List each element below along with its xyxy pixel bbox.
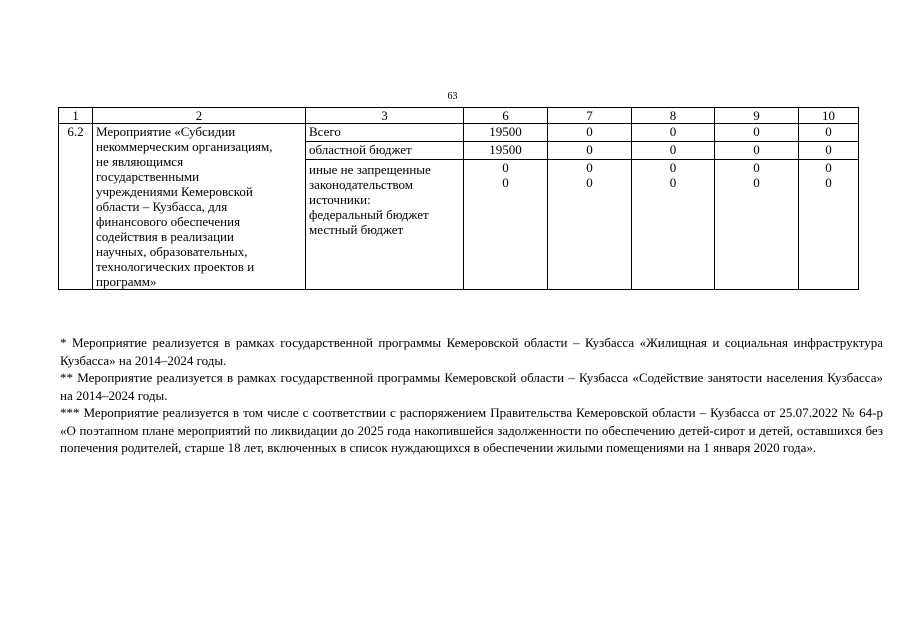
footnote-1: * Мероприятие реализуется в рамках государственной программы Кемеровской области – Кузбасса «Жилищная и социальная инфраструктура Кузбасса» на 2014–2024 годы. <box>60 335 883 368</box>
funding-source-other <box>306 160 464 290</box>
value-cell: 0 <box>548 142 632 160</box>
value-cell: 19500 <box>464 124 548 142</box>
source-line: законодательством <box>309 177 414 192</box>
local-value: 0 <box>753 175 760 190</box>
value-cell: 0 <box>799 124 859 142</box>
measure-line: программ» <box>96 274 157 289</box>
federal-value: 0 <box>586 160 593 175</box>
header-cell: 6 <box>464 108 548 124</box>
value-cell: 0 <box>632 124 715 142</box>
local-value: 0 <box>586 175 593 190</box>
local-value: 0 <box>825 175 832 190</box>
measure-line: учреждениями Кемеровской <box>96 184 253 199</box>
source-line: иные не запрещенные <box>309 162 431 177</box>
value-cell <box>632 160 715 290</box>
source-line: местный бюджет <box>309 222 404 237</box>
value-cell: 0 <box>548 124 632 142</box>
federal-value: 0 <box>502 160 509 175</box>
value-cell <box>715 160 799 290</box>
measure-line: государственными <box>96 169 200 184</box>
value-cell: 0 <box>715 142 799 160</box>
funding-source-total: Всего <box>306 124 464 142</box>
row-number-cell: 6.2 <box>59 124 93 290</box>
value-cell: 0 <box>799 142 859 160</box>
federal-value: 0 <box>669 160 677 175</box>
footnote-2: ** Мероприятие реализуется в рамках государственной программы Кемеровской области – Кузбасса «Содействие занятости населения Кузбасса» на 2014–2024 годы. <box>60 370 883 403</box>
header-cell: 9 <box>715 108 799 124</box>
table-header-row <box>59 108 859 124</box>
budget-table <box>58 107 859 290</box>
source-line: федеральный бюджет <box>309 207 429 222</box>
value-cell <box>548 160 632 290</box>
local-value: 0 <box>669 175 677 190</box>
header-cell: 3 <box>306 108 464 124</box>
measure-name-cell <box>93 124 306 290</box>
measure-line: технологических проектов и <box>96 259 255 274</box>
value-cell: 0 <box>715 124 799 142</box>
page-number: 63 <box>447 91 458 102</box>
header-cell: 2 <box>93 108 306 124</box>
footnotes <box>60 334 883 457</box>
measure-line: научных, образовательных, <box>96 244 248 259</box>
header-cell: 1 <box>59 108 93 124</box>
source-line: источники: <box>309 192 371 207</box>
funding-source-regional: областной бюджет <box>306 142 464 160</box>
value-cell <box>799 160 859 290</box>
measure-line: не являющимся <box>96 154 184 169</box>
value-cell <box>464 160 548 290</box>
measure-line: некоммерческим организациям, <box>96 139 273 154</box>
header-cell: 7 <box>548 108 632 124</box>
local-value: 0 <box>502 175 509 190</box>
value-cell: 0 <box>632 142 715 160</box>
footnote-3: *** Мероприятие реализуется в том числе с соответствии с распоряжением Правительства Кемеровской области – Кузбасса от 25.07.2022 № 64-р «О поэтапном плане мероприятий по ликвидации до 2025 года накопившейся задолженности по обеспечению детей-сирот и детей, оставшихся без попечения родителей, старше 18 лет, включенных в список нуждающихся в обеспечении жилыми помещениями на 1 января 2020 года». <box>60 405 883 455</box>
measure-line: финансового обеспечения <box>96 214 241 229</box>
header-cell: 10 <box>799 108 859 124</box>
table-row <box>59 124 859 142</box>
measure-line: области – Кузбасса, для <box>96 199 228 214</box>
federal-value: 0 <box>825 160 832 175</box>
value-cell: 19500 <box>464 142 548 160</box>
header-cell: 8 <box>632 108 715 124</box>
measure-line: содействия в реализации <box>96 229 234 244</box>
measure-line: Мероприятие «Субсидии <box>96 124 236 139</box>
federal-value: 0 <box>753 160 760 175</box>
